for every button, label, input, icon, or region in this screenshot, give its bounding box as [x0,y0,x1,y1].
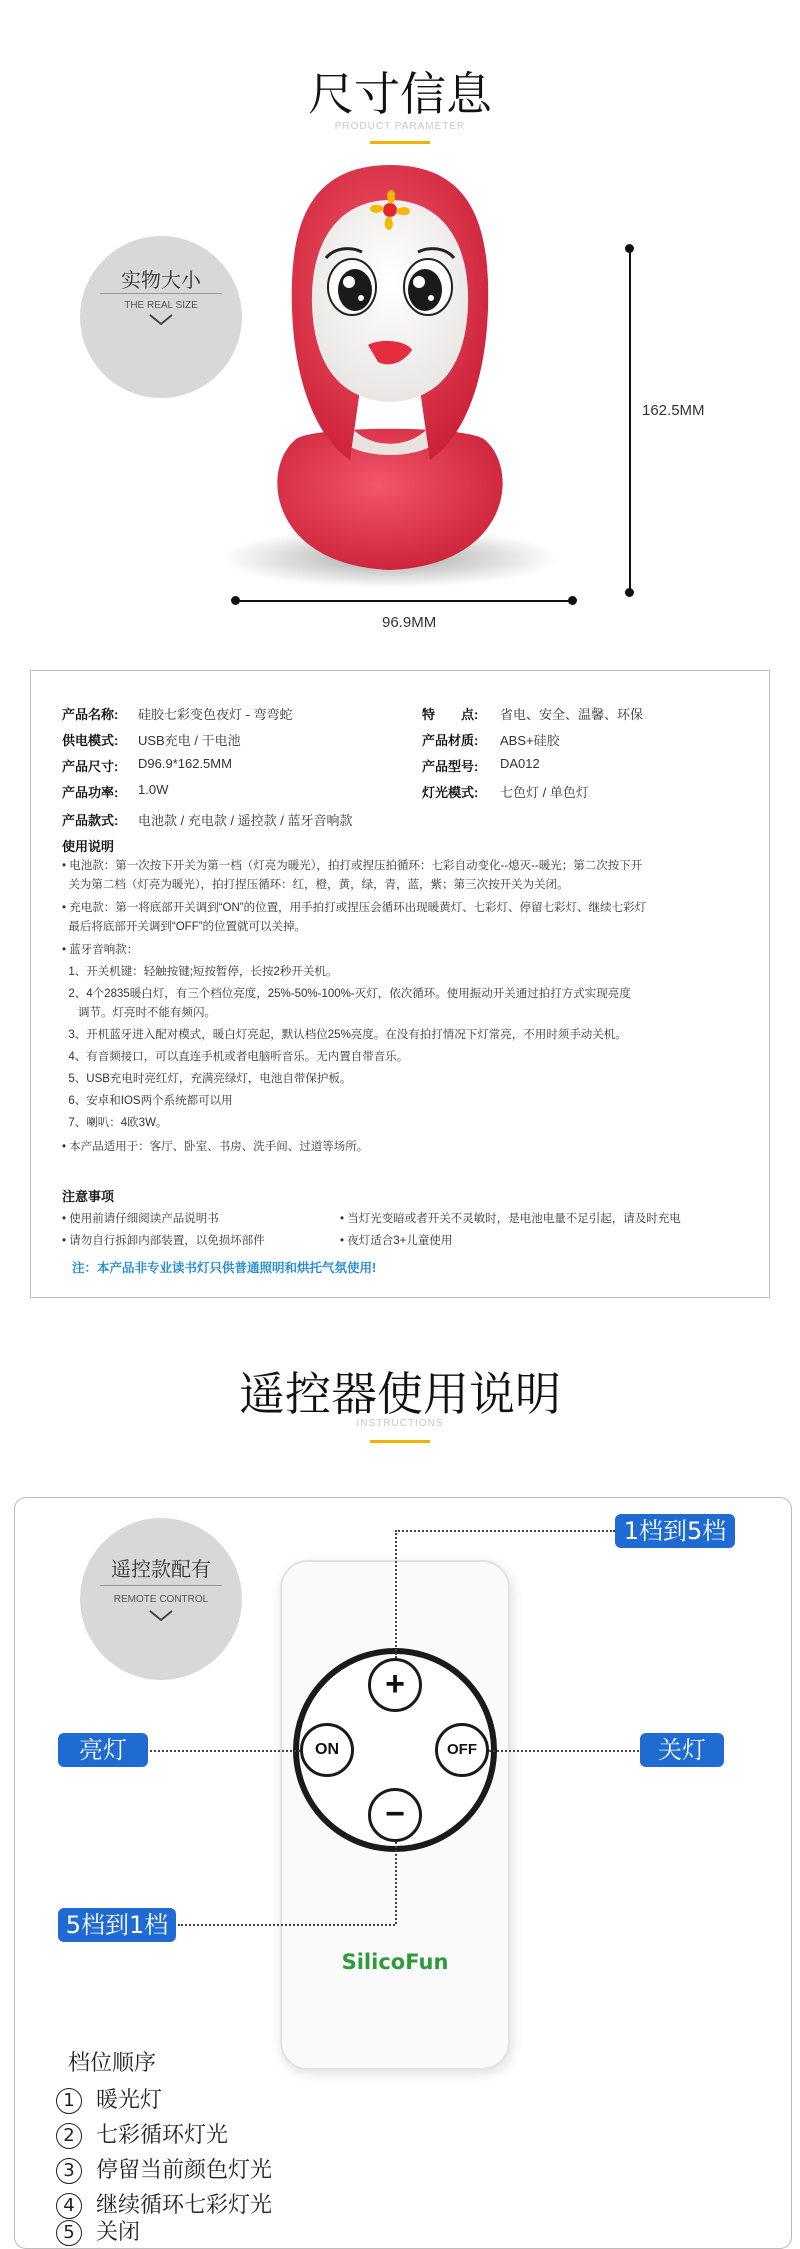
light-off-tag: 关灯 [640,1733,724,1767]
remote-badge-sublabel: REMOTE CONTROL [113,1594,209,1605]
usage-title: 使用说明 [62,839,115,854]
spec-label: 产品材质: [422,733,479,748]
level-up-tag: 1档到5档 [615,1514,735,1548]
spec-value: 七色灯 / 单色灯 [500,785,589,800]
sequence-text: 暖光灯 [96,2088,163,2113]
minus-button[interactable]: − [368,1788,422,1842]
number-badge: 2 [56,2123,82,2149]
sequence-title: 档位顺序 [68,2051,157,2076]
usage-line: • 本产品适用于：客厅、卧室、书房、洗手间、过道等场所。 [62,1141,369,1153]
leader-line-down-h [178,1924,395,1926]
usage-line: • 电池款：第一次按下开关为第一档（灯亮为暖光），拍打或捏压拍循环：七彩自动变化--熄灭--暖光；第二次按下开 [62,860,643,872]
spec-label: 产品功率: [62,785,119,800]
leader-line-down [395,1842,397,1924]
usage-instructions [62,857,772,1157]
plus-button[interactable]: + [368,1658,422,1712]
usage-line: 4、有音频接口，可以直连手机或者电脑听音乐。无内置自带音乐。 [62,1051,409,1063]
sequence-item [56,2083,162,2114]
off-button[interactable]: OFF [435,1723,489,1777]
number-badge: 5 [56,2220,82,2246]
usage-line: 关为第二档（灯亮为暖光），拍打捏压循环：红，橙，黄，绿，青，蓝，紫；第三次按开关为关闭。 [62,879,569,891]
sequence-item [56,2153,272,2184]
spec-label: 特 点: [422,707,479,722]
note-item: • 使用前请仔细阅读产品说明书 [62,1213,219,1225]
spec-label: 产品型号: [422,759,479,774]
usage-line: 6、安卓和IOS两个系统都可以用 [62,1095,233,1107]
spec-label: 供电模式: [62,733,119,748]
height-dimension-line [629,250,631,592]
dimension-marker-right [568,596,577,605]
spec-value: 省电、安全、温馨、环保 [500,707,644,722]
light-on-tag: 亮灯 [58,1733,148,1767]
usage-line: 2、4个2835暖白灯，有三个档位亮度，25%-50%-100%-灭灯，依次循环。使用振动开关通过拍打方式实现亮度 [62,988,631,1000]
usage-warning: 注：本产品非专业读书灯只供普通照明和烘托气氛使用! [72,1261,377,1275]
note-item: • 夜灯适合3+儿童使用 [340,1235,453,1247]
number-badge: 1 [56,2088,82,2114]
spec-label: 灯光模式: [422,785,479,800]
usage-line: • 充电款：第一将底部开关调到“ON”的位置，用手拍打或捏压会循环出现暖黄灯、七彩灯、停留七彩灯、继续七彩灯 [62,902,647,914]
notes-title: 注意事项 [62,1189,115,1204]
sequence-item [56,2215,140,2246]
sequence-text: 继续循环七彩灯光 [96,2193,273,2218]
width-dimension-label: 96.9MM [382,614,437,631]
spec-value: ABS+硅胶 [500,733,560,748]
spec-value: 1.0W [138,782,169,797]
remote-badge-label: 遥控款配有 [111,1559,211,1581]
note-item: • 当灯光变暗或者开关不灵敏时，是电池电量不足引起，请及时充电 [340,1213,681,1225]
usage-line: • 蓝牙音响款： [62,944,139,956]
leader-line-on [150,1750,300,1752]
styles-value: 电池款 / 充电款 / 遥控款 / 蓝牙音响款 [138,813,353,828]
size-section-title: 尺寸信息 [308,67,492,121]
level-down-tag: 5档到1档 [58,1908,176,1942]
usage-line: 最后将底部开关调到“OFF”的位置就可以关掉。 [62,921,307,933]
note-item: • 请勿自行拆卸内部装置，以免损坏部件 [62,1235,265,1247]
real-size-badge-label: 实物大小 [121,270,201,292]
on-button[interactable]: ON [300,1723,354,1777]
usage-line: 1、开关机键：轻触按键;短按暂停，长按2秒开关机。 [62,966,338,978]
styles-label: 产品款式: [62,813,119,828]
number-badge: 3 [56,2158,82,2184]
real-size-badge-sublabel: THE REAL SIZE [124,300,198,311]
usage-line: 3、开机蓝牙进入配对模式，暖白灯亮起，默认档位25%亮度。在没有拍打情况下灯常亮，不用时须手动关机。 [62,1029,627,1041]
sequence-text: 关闭 [96,2220,141,2245]
remote-section-subtitle: INSTRUCTIONS [356,1418,444,1429]
spec-value: 硅胶七彩变色夜灯 - 弯弯蛇 [138,707,293,722]
spec-label: 产品名称: [62,707,119,722]
usage-line: 7、喇叭：4欧3W。 [62,1117,168,1129]
size-section-subtitle: PRODUCT PARAMETER [334,121,466,132]
leader-line-up-h [395,1530,615,1532]
badge-divider [100,1585,222,1586]
snake-night-light-image [200,140,580,600]
spec-value: USB充电 / 干电池 [138,733,241,748]
brand-logo: SilicoFun [341,1950,449,1974]
dimension-marker-bottom [625,588,634,597]
leader-line-off [489,1750,639,1752]
height-dimension-label: 162.5MM [642,402,705,419]
spec-value: DA012 [500,756,540,771]
leader-line-up [395,1530,397,1658]
sequence-item [56,2118,228,2149]
sequence-text: 七彩循环灯光 [96,2123,229,2148]
usage-line: 5、USB充电时亮红灯，充满亮绿灯，电池自带保护板。 [62,1073,352,1085]
title-underline [370,1440,430,1443]
usage-line: 调节。灯亮时不能有频闪。 [62,1007,216,1019]
sequence-text: 停留当前颜色灯光 [96,2158,273,2183]
spec-value: D96.9*162.5MM [138,756,232,771]
number-badge: 4 [56,2193,82,2219]
spec-label: 产品尺寸: [62,759,119,774]
width-dimension-line [236,600,572,602]
remote-section-title: 遥控器使用说明 [239,1367,561,1421]
chevron-down-icon [80,1608,242,1629]
